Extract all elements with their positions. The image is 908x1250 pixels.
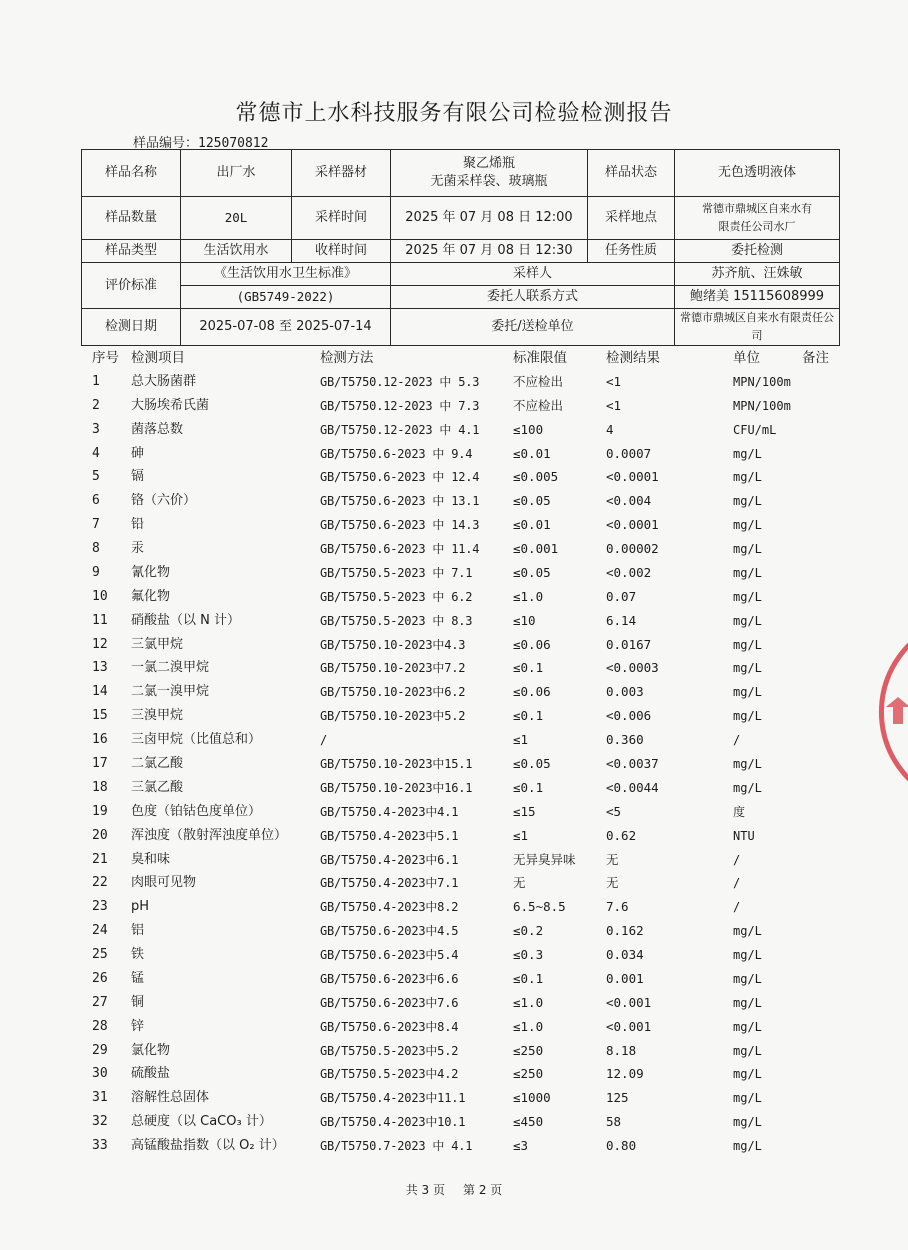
- item-name: 铅: [131, 517, 145, 533]
- item-result: <0.004: [606, 493, 652, 509]
- item-unit: mg/L: [733, 589, 762, 604]
- item-unit: /: [733, 876, 741, 891]
- table-row: [0, 1039, 908, 1063]
- item-unit: mg/L: [733, 494, 762, 509]
- item-unit: mg/L: [733, 971, 762, 986]
- value-sample-state: 无色透明液体: [675, 150, 840, 197]
- item-method: GB/T5750.4-2023中6.1: [320, 852, 459, 867]
- sampling-equipment-line1: 聚乙烯瓶: [462, 156, 515, 171]
- item-limit: ≤0.06: [513, 636, 551, 652]
- table-row: [0, 609, 908, 633]
- item-name: 臭和味: [131, 851, 171, 867]
- label-receive-time: 收样时间: [292, 240, 391, 263]
- item-result: 0.62: [606, 827, 637, 843]
- table-row: [0, 561, 908, 585]
- item-result: <0.0001: [606, 469, 659, 485]
- item-result: <0.0037: [606, 755, 659, 771]
- item-unit: mg/L: [733, 637, 762, 652]
- item-result: 0.0007: [606, 445, 652, 461]
- label-sampling-time: 采样时间: [292, 197, 391, 240]
- item-limit: ≤0.01: [513, 517, 551, 533]
- total-pages: 共 3 页: [405, 1183, 445, 1197]
- item-no: 8: [92, 541, 100, 557]
- item-limit: ≤1.0: [513, 1018, 544, 1034]
- label-test-date: 检测日期: [82, 309, 181, 346]
- page-footer: [0, 1181, 908, 1198]
- item-unit: /: [733, 900, 741, 915]
- item-method: GB/T5750.6-2023中6.6: [320, 971, 459, 986]
- item-limit: ≤0.001: [513, 541, 559, 557]
- item-result: 0.162: [606, 923, 644, 939]
- item-unit: mg/L: [733, 780, 762, 795]
- item-method: GB/T5750.12-2023 中 5.3: [320, 374, 480, 389]
- item-no: 32: [92, 1114, 108, 1130]
- item-result: <1: [606, 397, 622, 413]
- col-item-header: 检测项目: [131, 350, 185, 366]
- item-name: 肉眼可见物: [131, 875, 197, 891]
- item-limit: 不应检出: [513, 397, 564, 413]
- sampling-equipment-line2: 无菌采样袋、玻璃瓶: [430, 174, 548, 189]
- item-method: GB/T5750.4-2023中8.2: [320, 900, 459, 915]
- item-name: 三卤甲烷（比值总和）: [131, 732, 262, 748]
- item-no: 7: [92, 517, 100, 533]
- item-limit: ≤0.2: [513, 923, 544, 939]
- label-client-contact: 委托人联系方式: [391, 286, 675, 309]
- item-no: 22: [92, 875, 108, 891]
- item-method: GB/T5750.10-2023中4.3: [320, 637, 466, 652]
- item-method: GB/T5750.5-2023中5.2: [320, 1043, 459, 1058]
- item-name: 铜: [131, 994, 145, 1010]
- item-result: 8.18: [606, 1042, 637, 1058]
- item-limit: ≤1.0: [513, 994, 544, 1010]
- item-no: 27: [92, 994, 108, 1010]
- item-result: <0.0044: [606, 779, 659, 795]
- item-method: GB/T5750.4-2023中11.1: [320, 1091, 466, 1106]
- item-unit: mg/L: [733, 1091, 762, 1106]
- item-result: 7.6: [606, 899, 629, 915]
- table-row: [0, 704, 908, 728]
- item-limit: ≤0.1: [513, 779, 544, 795]
- item-result: 0.003: [606, 684, 644, 700]
- item-name: 高锰酸盐指数（以 O₂ 计）: [131, 1138, 285, 1154]
- item-unit: 度: [733, 804, 746, 819]
- item-method: GB/T5750.6-2023 中 14.3: [320, 518, 480, 533]
- item-method: GB/T5750.12-2023 中 4.1: [320, 422, 480, 437]
- table-row: [0, 394, 908, 418]
- item-no: 25: [92, 947, 108, 963]
- item-method: GB/T5750.6-2023中7.6: [320, 995, 459, 1010]
- item-no: 20: [92, 827, 108, 843]
- value-sampling-site: [675, 197, 840, 240]
- item-result: 125: [606, 1090, 629, 1106]
- item-unit: mg/L: [733, 613, 762, 628]
- table-row: [0, 418, 908, 442]
- item-limit: ≤0.01: [513, 445, 551, 461]
- value-eval-standard-line2: (GB5749-2022): [181, 286, 391, 309]
- item-name: 氯化物: [131, 1042, 171, 1058]
- item-limit: ≤15: [513, 803, 536, 819]
- table-row: [0, 1134, 908, 1158]
- item-no: 30: [92, 1066, 108, 1082]
- item-no: 9: [92, 564, 100, 580]
- item-limit: ≤0.05: [513, 564, 551, 580]
- col-limit-header: 标准限值: [513, 350, 567, 366]
- item-limit: 无异臭异味: [513, 851, 576, 867]
- item-no: 33: [92, 1138, 108, 1154]
- item-unit: mg/L: [733, 995, 762, 1010]
- item-limit: ≤1.0: [513, 588, 544, 604]
- item-no: 15: [92, 708, 108, 724]
- col-no-header: 序号: [92, 350, 119, 366]
- item-method: GB/T5750.4-2023中10.1: [320, 1115, 466, 1130]
- item-unit: mg/L: [733, 542, 762, 557]
- item-method: GB/T5750.6-2023中4.5: [320, 924, 459, 939]
- item-result: 无: [606, 875, 619, 891]
- table-row: [0, 585, 908, 609]
- item-unit: mg/L: [733, 1139, 762, 1154]
- item-name: 浑浊度（散射浑浊度单位）: [131, 827, 288, 843]
- item-unit: mg/L: [733, 1067, 762, 1082]
- item-no: 17: [92, 755, 108, 771]
- item-limit: ≤0.1: [513, 708, 544, 724]
- item-no: 5: [92, 469, 100, 485]
- report-title: 常德市上水科技服务有限公司检验检测报告: [235, 101, 673, 126]
- table-row: [0, 633, 908, 657]
- item-result: <0.002: [606, 564, 652, 580]
- item-limit: ≤1: [513, 827, 529, 843]
- item-limit: ≤3: [513, 1138, 529, 1154]
- item-no: 18: [92, 779, 108, 795]
- item-no: 19: [92, 803, 108, 819]
- label-client-unit: 委托/送检单位: [391, 309, 675, 346]
- item-unit: mg/L: [733, 709, 762, 724]
- table-row: [0, 824, 908, 848]
- item-result: 0.001: [606, 970, 644, 986]
- item-result: <0.001: [606, 1018, 652, 1034]
- item-unit: mg/L: [733, 948, 762, 963]
- item-name: 氟化物: [131, 588, 171, 604]
- table-row: [0, 537, 908, 561]
- item-name: 一氯二溴甲烷: [131, 660, 210, 676]
- col-remark-header: 备注: [802, 350, 829, 366]
- label-sample-qty: 样品数量: [82, 197, 181, 240]
- value-sample-qty: 20L: [181, 197, 292, 240]
- item-no: 12: [92, 636, 108, 652]
- col-method-header: 检测方法: [320, 350, 374, 366]
- table-row: [0, 370, 908, 394]
- col-result-header: 检测结果: [606, 350, 660, 366]
- item-name: 锌: [131, 1018, 145, 1034]
- item-name: pH: [131, 899, 150, 915]
- item-limit: ≤1000: [513, 1090, 551, 1106]
- label-sampling-equipment: 采样器材: [292, 150, 391, 197]
- table-row: [0, 442, 908, 466]
- value-sampler: 苏齐航、汪姝敏: [675, 263, 840, 286]
- item-method: GB/T5750.10-2023中16.1: [320, 780, 473, 795]
- item-name: 锰: [131, 970, 145, 986]
- item-method: GB/T5750.10-2023中5.2: [320, 709, 466, 724]
- col-unit-header: 单位: [733, 350, 760, 366]
- table-row: [0, 728, 908, 752]
- item-unit: mg/L: [733, 1043, 762, 1058]
- label-eval-standard: 评价标准: [82, 263, 181, 309]
- item-limit: ≤250: [513, 1066, 544, 1082]
- item-unit: mg/L: [733, 756, 762, 771]
- item-name: 砷: [131, 445, 145, 461]
- item-unit: /: [733, 733, 741, 748]
- item-no: 29: [92, 1042, 108, 1058]
- sample-number-value: 125070812: [198, 136, 269, 151]
- item-limit: 无: [513, 875, 526, 891]
- item-no: 21: [92, 851, 108, 867]
- item-limit: ≤0.05: [513, 755, 551, 771]
- label-task-nature: 任务性质: [588, 240, 675, 263]
- table-row: [0, 680, 908, 704]
- table-row: [0, 656, 908, 680]
- item-no: 6: [92, 493, 100, 509]
- item-method: GB/T5750.10-2023中6.2: [320, 685, 466, 700]
- item-unit: CFU/mL: [733, 422, 777, 437]
- item-unit: mg/L: [733, 661, 762, 676]
- value-task-nature: 委托检测: [675, 240, 840, 263]
- item-unit: mg/L: [733, 685, 762, 700]
- item-result: 0.80: [606, 1138, 637, 1154]
- item-result: <0.0003: [606, 660, 659, 676]
- item-name: 三溴甲烷: [131, 708, 184, 724]
- label-sample-state: 样品状态: [588, 150, 675, 197]
- item-no: 3: [92, 421, 100, 437]
- item-result: 0.0167: [606, 636, 652, 652]
- item-unit: /: [733, 852, 741, 867]
- item-result: <0.001: [606, 994, 652, 1010]
- value-test-date: 2025-07-08 至 2025-07-14: [181, 309, 391, 346]
- item-name: 总硬度（以 CaCO₃ 计）: [131, 1114, 272, 1130]
- item-limit: ≤0.1: [513, 970, 544, 986]
- value-eval-standard-line1: 《生活饮用水卫生标准》: [181, 263, 391, 286]
- table-row: [0, 919, 908, 943]
- item-name: 大肠埃希氏菌: [131, 397, 210, 413]
- item-result: <5: [606, 803, 622, 819]
- item-limit: ≤450: [513, 1114, 544, 1130]
- table-row: [0, 871, 908, 895]
- item-no: 24: [92, 923, 108, 939]
- item-no: 28: [92, 1018, 108, 1034]
- item-name: 二氯乙酸: [131, 755, 184, 771]
- item-name: 硫酸盐: [131, 1066, 171, 1082]
- item-result: 6.14: [606, 612, 637, 628]
- item-unit: mg/L: [733, 446, 762, 461]
- item-unit: mg/L: [733, 470, 762, 485]
- seal-emblem: [886, 697, 908, 724]
- item-name: 色度（铂钴色度单位）: [131, 803, 262, 819]
- value-client-unit: 常德市鼎城区自来水有限责任公司: [675, 309, 840, 346]
- label-sample-type: 样品类型: [82, 240, 181, 263]
- item-no: 31: [92, 1090, 108, 1106]
- item-limit: 不应检出: [513, 373, 564, 389]
- item-unit: MPN/100m: [733, 398, 791, 413]
- item-method: GB/T5750.6-2023中5.4: [320, 948, 459, 963]
- item-no: 14: [92, 684, 108, 700]
- item-method: /: [320, 733, 328, 748]
- item-name: 总大肠菌群: [131, 373, 197, 389]
- item-name: 菌落总数: [131, 421, 184, 437]
- item-name: 三氯甲烷: [131, 636, 184, 652]
- item-method: GB/T5750.6-2023 中 11.4: [320, 542, 480, 557]
- table-row: [0, 1062, 908, 1086]
- item-method: GB/T5750.4-2023中4.1: [320, 804, 459, 819]
- item-method: GB/T5750.6-2023 中 12.4: [320, 470, 480, 485]
- item-method: GB/T5750.6-2023中8.4: [320, 1019, 459, 1034]
- item-method: GB/T5750.12-2023 中 7.3: [320, 398, 480, 413]
- item-no: 4: [92, 445, 100, 461]
- item-result: 0.034: [606, 947, 644, 963]
- item-limit: ≤1: [513, 732, 529, 748]
- item-limit: ≤0.3: [513, 947, 544, 963]
- label-sampler: 采样人: [391, 263, 675, 286]
- item-method: GB/T5750.10-2023中15.1: [320, 756, 473, 771]
- item-result: 0.07: [606, 588, 637, 604]
- item-unit: mg/L: [733, 1115, 762, 1130]
- item-name: 溶解性总固体: [131, 1090, 210, 1106]
- item-result: <1: [606, 373, 622, 389]
- red-seal-stamp: [858, 612, 908, 812]
- item-result: <0.0001: [606, 517, 659, 533]
- item-name: 氰化物: [131, 564, 171, 580]
- table-row: [0, 776, 908, 800]
- item-result: 0.360: [606, 732, 644, 748]
- item-result: <0.006: [606, 708, 652, 724]
- item-limit: ≤0.06: [513, 684, 551, 700]
- column-header-row: [0, 346, 908, 370]
- item-no: 10: [92, 588, 108, 604]
- item-result: 4: [606, 421, 614, 437]
- label-sample-name: 样品名称: [82, 150, 181, 197]
- item-limit: ≤10: [513, 612, 536, 628]
- item-limit: ≤0.1: [513, 660, 544, 676]
- item-name: 二氯一溴甲烷: [131, 684, 210, 700]
- sample-number-label: 样品编号：: [133, 136, 199, 151]
- item-no: 1: [92, 373, 100, 389]
- item-unit: mg/L: [733, 518, 762, 533]
- table-row: [0, 513, 908, 537]
- sample-info-table: [81, 149, 840, 346]
- item-result: 无: [606, 851, 619, 867]
- item-name: 铁: [131, 947, 145, 963]
- item-method: GB/T5750.6-2023 中 9.4: [320, 446, 473, 461]
- value-sample-name: 出厂水: [181, 150, 292, 197]
- item-method: GB/T5750.5-2023中4.2: [320, 1067, 459, 1082]
- item-method: GB/T5750.5-2023 中 8.3: [320, 613, 473, 628]
- item-limit: ≤100: [513, 421, 544, 437]
- table-row: [0, 848, 908, 872]
- value-sample-type: 生活饮用水: [181, 240, 292, 263]
- item-unit: mg/L: [733, 565, 762, 580]
- table-row: [0, 991, 908, 1015]
- value-sampling-equipment: [391, 150, 588, 197]
- table-row: [0, 800, 908, 824]
- item-method: GB/T5750.6-2023 中 13.1: [320, 494, 480, 509]
- item-no: 16: [92, 732, 108, 748]
- value-sampling-time: 2025 年 07 月 08 日 12:00: [391, 197, 588, 240]
- table-row: [0, 895, 908, 919]
- item-method: GB/T5750.4-2023中7.1: [320, 876, 459, 891]
- sampling-site-line1: 常德市鼎城区自来水有: [702, 202, 812, 215]
- item-method: GB/T5750.5-2023 中 7.1: [320, 565, 473, 580]
- item-name: 三氯乙酸: [131, 779, 184, 795]
- table-row: [0, 967, 908, 991]
- item-unit: mg/L: [733, 924, 762, 939]
- item-no: 23: [92, 899, 108, 915]
- item-method: GB/T5750.4-2023中5.1: [320, 828, 459, 843]
- item-name: 硝酸盐（以 N 计）: [131, 612, 240, 628]
- table-row: [0, 1110, 908, 1134]
- sampling-site-line2: 限责任公司水厂: [718, 220, 796, 233]
- item-name: 镉: [131, 469, 145, 485]
- item-no: 13: [92, 660, 108, 676]
- item-method: GB/T5750.7-2023 中 4.1: [320, 1139, 473, 1154]
- item-limit: ≤250: [513, 1042, 544, 1058]
- item-limit: ≤0.05: [513, 493, 551, 509]
- item-method: GB/T5750.5-2023 中 6.2: [320, 589, 473, 604]
- table-row: [0, 1015, 908, 1039]
- table-row: [0, 943, 908, 967]
- current-page: 第 2 页: [463, 1183, 503, 1197]
- table-row: [0, 465, 908, 489]
- item-limit: ≤0.005: [513, 469, 559, 485]
- item-method: GB/T5750.10-2023中7.2: [320, 661, 466, 676]
- item-result: 58: [606, 1114, 622, 1130]
- item-name: 铝: [131, 923, 145, 939]
- value-client-contact: 鲍绪美 15115608999: [675, 286, 840, 309]
- item-no: 2: [92, 397, 100, 413]
- item-name: 铬（六价）: [131, 493, 197, 509]
- item-name: 汞: [131, 541, 145, 557]
- item-result: 0.00002: [606, 541, 659, 557]
- table-row: [0, 752, 908, 776]
- table-row: [0, 489, 908, 513]
- item-unit: MPN/100m: [733, 374, 791, 389]
- item-no: 26: [92, 970, 108, 986]
- item-unit: NTU: [733, 828, 755, 843]
- table-row: [0, 1086, 908, 1110]
- value-receive-time: 2025 年 07 月 08 日 12:30: [391, 240, 588, 263]
- item-unit: mg/L: [733, 1019, 762, 1034]
- label-sampling-site: 采样地点: [588, 197, 675, 240]
- item-no: 11: [92, 612, 108, 628]
- item-result: 12.09: [606, 1066, 644, 1082]
- item-limit: 6.5~8.5: [513, 899, 566, 915]
